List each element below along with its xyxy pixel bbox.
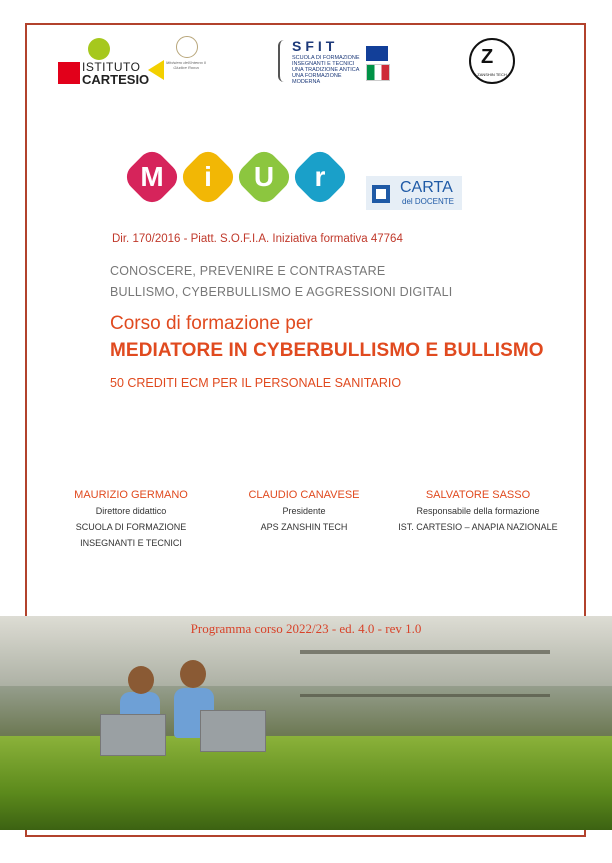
yellow-triangle-icon [148, 60, 164, 80]
istituto-cartesio-logo [58, 38, 168, 88]
child-head [128, 666, 154, 694]
person-role: Direttore didattico [95, 506, 167, 516]
miur-logo [124, 145, 354, 211]
carta-del-docente-logo [366, 176, 462, 210]
intro-line-1: CONOSCERE, PREVENIRE E CONTRASTARE [110, 264, 386, 278]
person-org-2: INSEGNANTI E TECNICI [80, 538, 182, 548]
person-name: SALVATORE SASSO [425, 489, 531, 501]
person-org: SCUOLA DI FORMAZIONE [75, 522, 187, 532]
republic-emblem-icon [166, 36, 206, 76]
program-edition-line: Programma corso 2022/23 - ed. 4.0 - rev 1.0 [190, 621, 422, 636]
person-canavese [229, 487, 379, 535]
ministry-caption: Ministero dell'Interno Il Giudice Roma [166, 60, 206, 70]
figure-icon [278, 40, 290, 82]
directive-line: Dir. 170/2016 - Piatt. S.O.F.I.A. Iniziativa formativa 47764 [112, 233, 403, 245]
person-name: CLAUDIO CANAVESE [248, 489, 360, 501]
laptop-icon [200, 710, 266, 752]
person-role: Presidente [282, 506, 326, 516]
person-org: APS ZANSHIN TECH [260, 522, 348, 532]
zanshin-mark: Z [481, 46, 494, 68]
miur-letter: U [253, 161, 275, 192]
green-circle-icon [88, 38, 110, 60]
red-square-icon [58, 62, 80, 84]
cartesio-line2: CARTESIO [82, 72, 150, 87]
course-title: MEDIATORE IN CYBERBULLISMO E BULLISMO [110, 340, 544, 361]
intro-line-2: BULLISMO, CYBERBULLISMO E AGGRESSIONI DIGITALI [110, 285, 453, 299]
person-org: IST. CARTESIO – ANAPIA NAZIONALE [398, 522, 558, 532]
miur-letter: r [314, 161, 326, 192]
child-head [180, 660, 206, 688]
miur-letter: i [204, 161, 212, 192]
zanshin-caption: ZANSHIN TECH [477, 72, 507, 77]
person-sasso [388, 487, 568, 535]
sfit-name: SFIT [292, 38, 339, 54]
sfit-subtitle: SCUOLA DI FORMAZIONE INSEGNANTI E TECNICI UNA TRADIZIONE ANTICA UNA FORMAZIONE MODERNA [292, 55, 360, 85]
photo-grass [0, 736, 612, 830]
star-emblem-icon [176, 36, 198, 58]
zanshin-logo [469, 38, 515, 84]
cartesio-line1: ISTITUTO [82, 60, 141, 74]
cover-photo [0, 616, 612, 830]
person-germano [56, 487, 206, 551]
italy-flag-icon [366, 64, 390, 81]
sfit-logo [278, 38, 390, 86]
photo-bench [300, 650, 550, 697]
person-role: Responsabile della formazione [416, 506, 540, 516]
credits-line: 50 CREDITI ECM PER IL PERSONALE SANITARIO [110, 376, 402, 390]
miur-letter: M [140, 161, 164, 192]
qr-code-icon [372, 185, 390, 203]
course-line-1: Corso di formazione per [110, 313, 313, 334]
person-name: MAURIZIO GERMANO [74, 489, 188, 501]
eu-flag-icon [366, 46, 388, 61]
laptop-icon [100, 714, 166, 756]
carta-subtitle: del DOCENTE [402, 197, 455, 206]
carta-title: CARTA [400, 179, 453, 196]
